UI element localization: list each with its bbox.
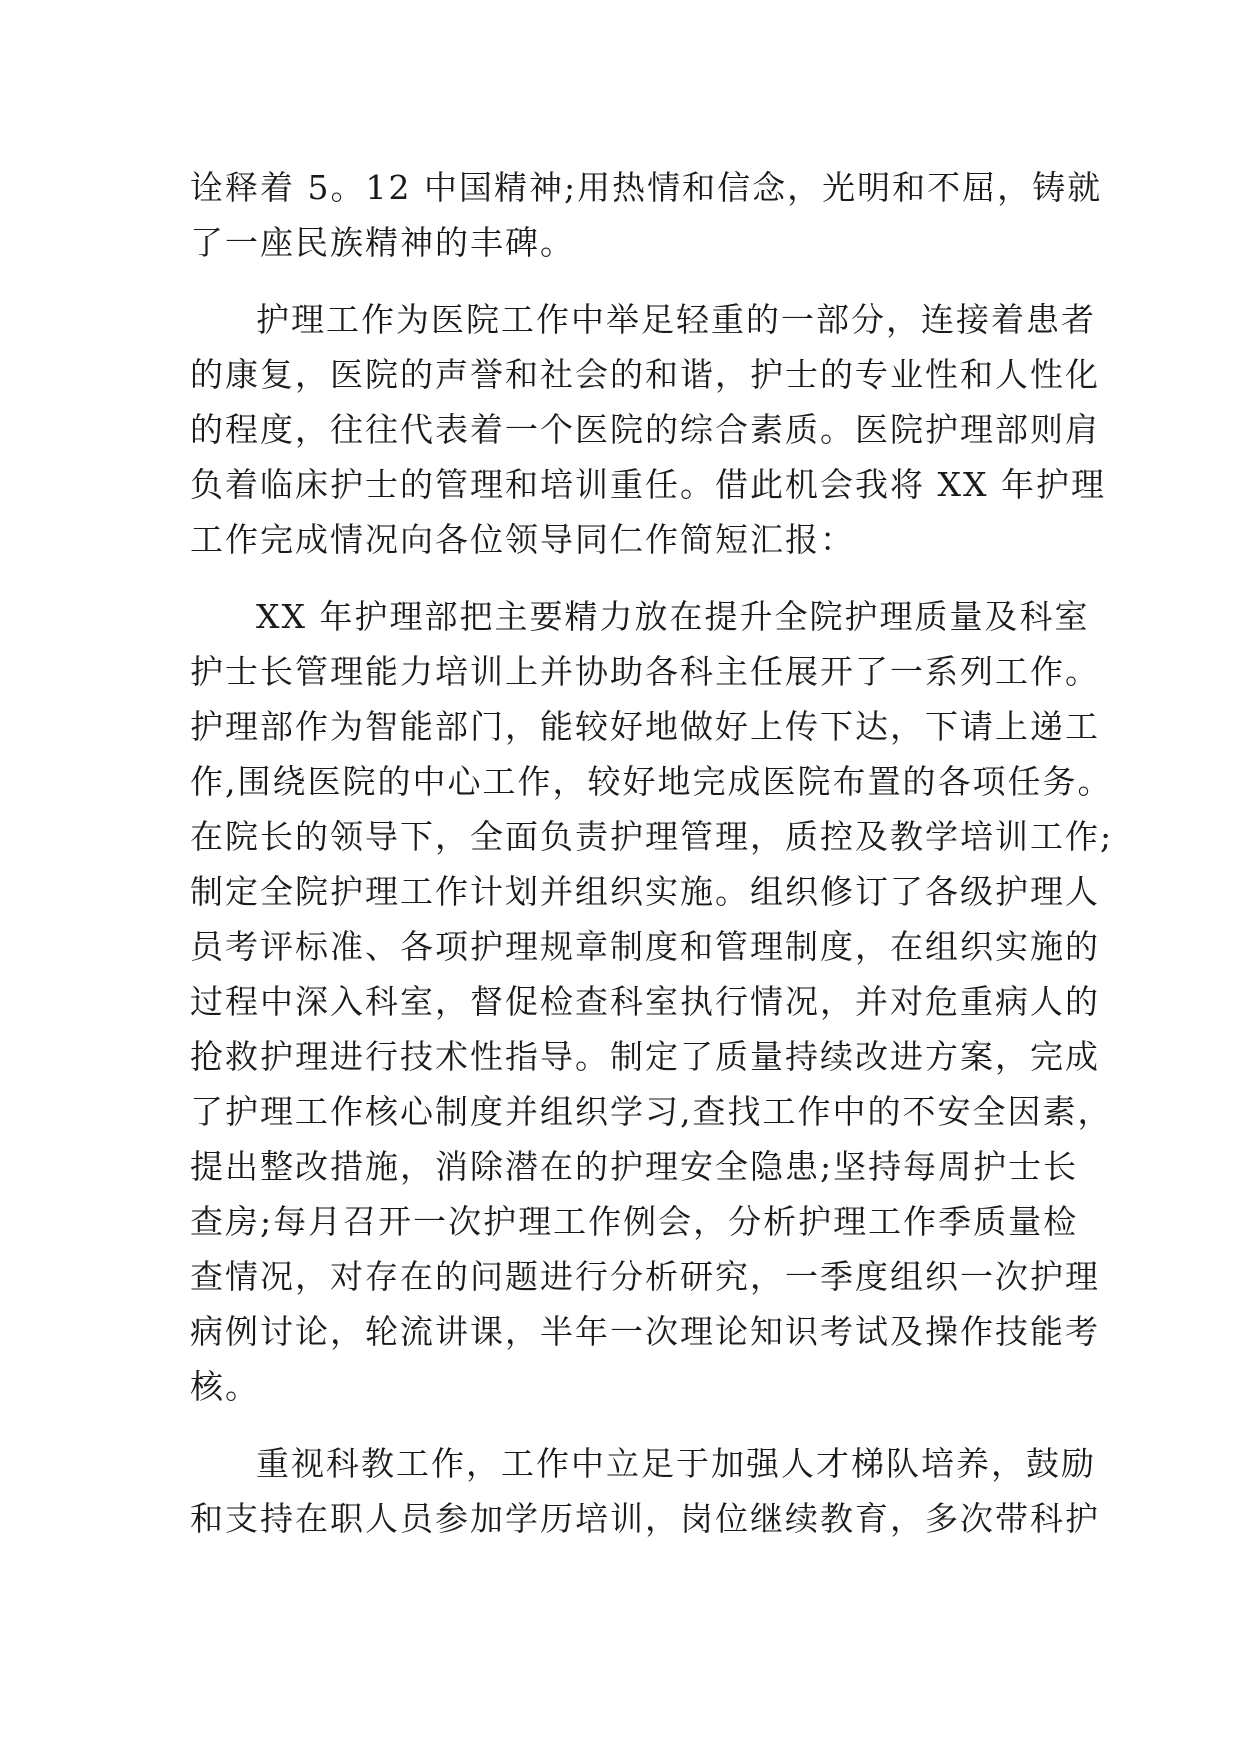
- paragraph: [190, 589, 1114, 1414]
- paragraph: [190, 1436, 1100, 1546]
- text-line: 核。: [190, 1367, 260, 1406]
- text-line: 了一座民族精神的丰碑。: [190, 223, 575, 262]
- text-line: 过程中深入科室，督促检查科室执行情况，并对危重病人的: [190, 982, 1100, 1021]
- text-line: 了护理工作核心制度并组织学习,查找工作中的不安全因素，: [190, 1092, 1113, 1131]
- text-line: 护理工作为医院工作中举足轻重的一部分，连接着患者: [256, 300, 1096, 339]
- text-line: 的康复，医院的声誉和社会的和谐，护士的专业性和人性化: [190, 355, 1100, 394]
- paragraph: [190, 292, 1106, 567]
- document-body: [190, 160, 1114, 1546]
- text-line: 在院长的领导下，全面负责护理管理，质控及教学培训工作;: [190, 817, 1114, 856]
- text-line: 护理部作为智能部门，能较好地做好上传下达，下请上递工: [190, 707, 1100, 746]
- text-line: 查房;每月召开一次护理工作例会，分析护理工作季质量检: [190, 1202, 1079, 1241]
- text-line: 提出整改措施，消除潜在的护理安全隐患;坚持每周护士长: [190, 1147, 1079, 1186]
- text-line: 诠释着 5。12 中国精神;用热情和信念，光明和不屈，铸就: [190, 168, 1103, 207]
- text-line: 员考评标准、各项护理规章制度和管理制度，在组织实施的: [190, 927, 1100, 966]
- text-line: 抢救护理进行技术性指导。制定了质量持续改进方案，完成: [190, 1037, 1100, 1076]
- text-line: 制定全院护理工作计划并组织实施。组织修订了各级护理人: [190, 872, 1100, 911]
- text-line: 作,围绕医院的中心工作，较好地完成医院布置的各项任务。: [190, 762, 1113, 801]
- text-line: 的程度，往往代表着一个医院的综合素质。医院护理部则肩: [190, 410, 1100, 449]
- text-line: 病例讨论，轮流讲课，半年一次理论知识考试及操作技能考: [190, 1312, 1100, 1351]
- text-line: 护士长管理能力培训上并协助各科主任展开了一系列工作。: [190, 652, 1100, 691]
- paragraph: [190, 160, 1103, 270]
- text-line: 重视科教工作，工作中立足于加强人才梯队培养，鼓励: [256, 1444, 1096, 1483]
- text-line: XX 年护理部把主要精力放在提升全院护理质量及科室: [256, 597, 1090, 636]
- text-line: 负着临床护士的管理和培训重任。借此机会我将 XX 年护理: [190, 465, 1106, 504]
- text-line: 和支持在职人员参加学历培训，岗位继续教育，多次带科护: [190, 1499, 1100, 1538]
- text-line: 工作完成情况向各位领导同仁作简短汇报：: [190, 520, 855, 559]
- text-line: 查情况，对存在的问题进行分析研究，一季度组织一次护理: [190, 1257, 1100, 1296]
